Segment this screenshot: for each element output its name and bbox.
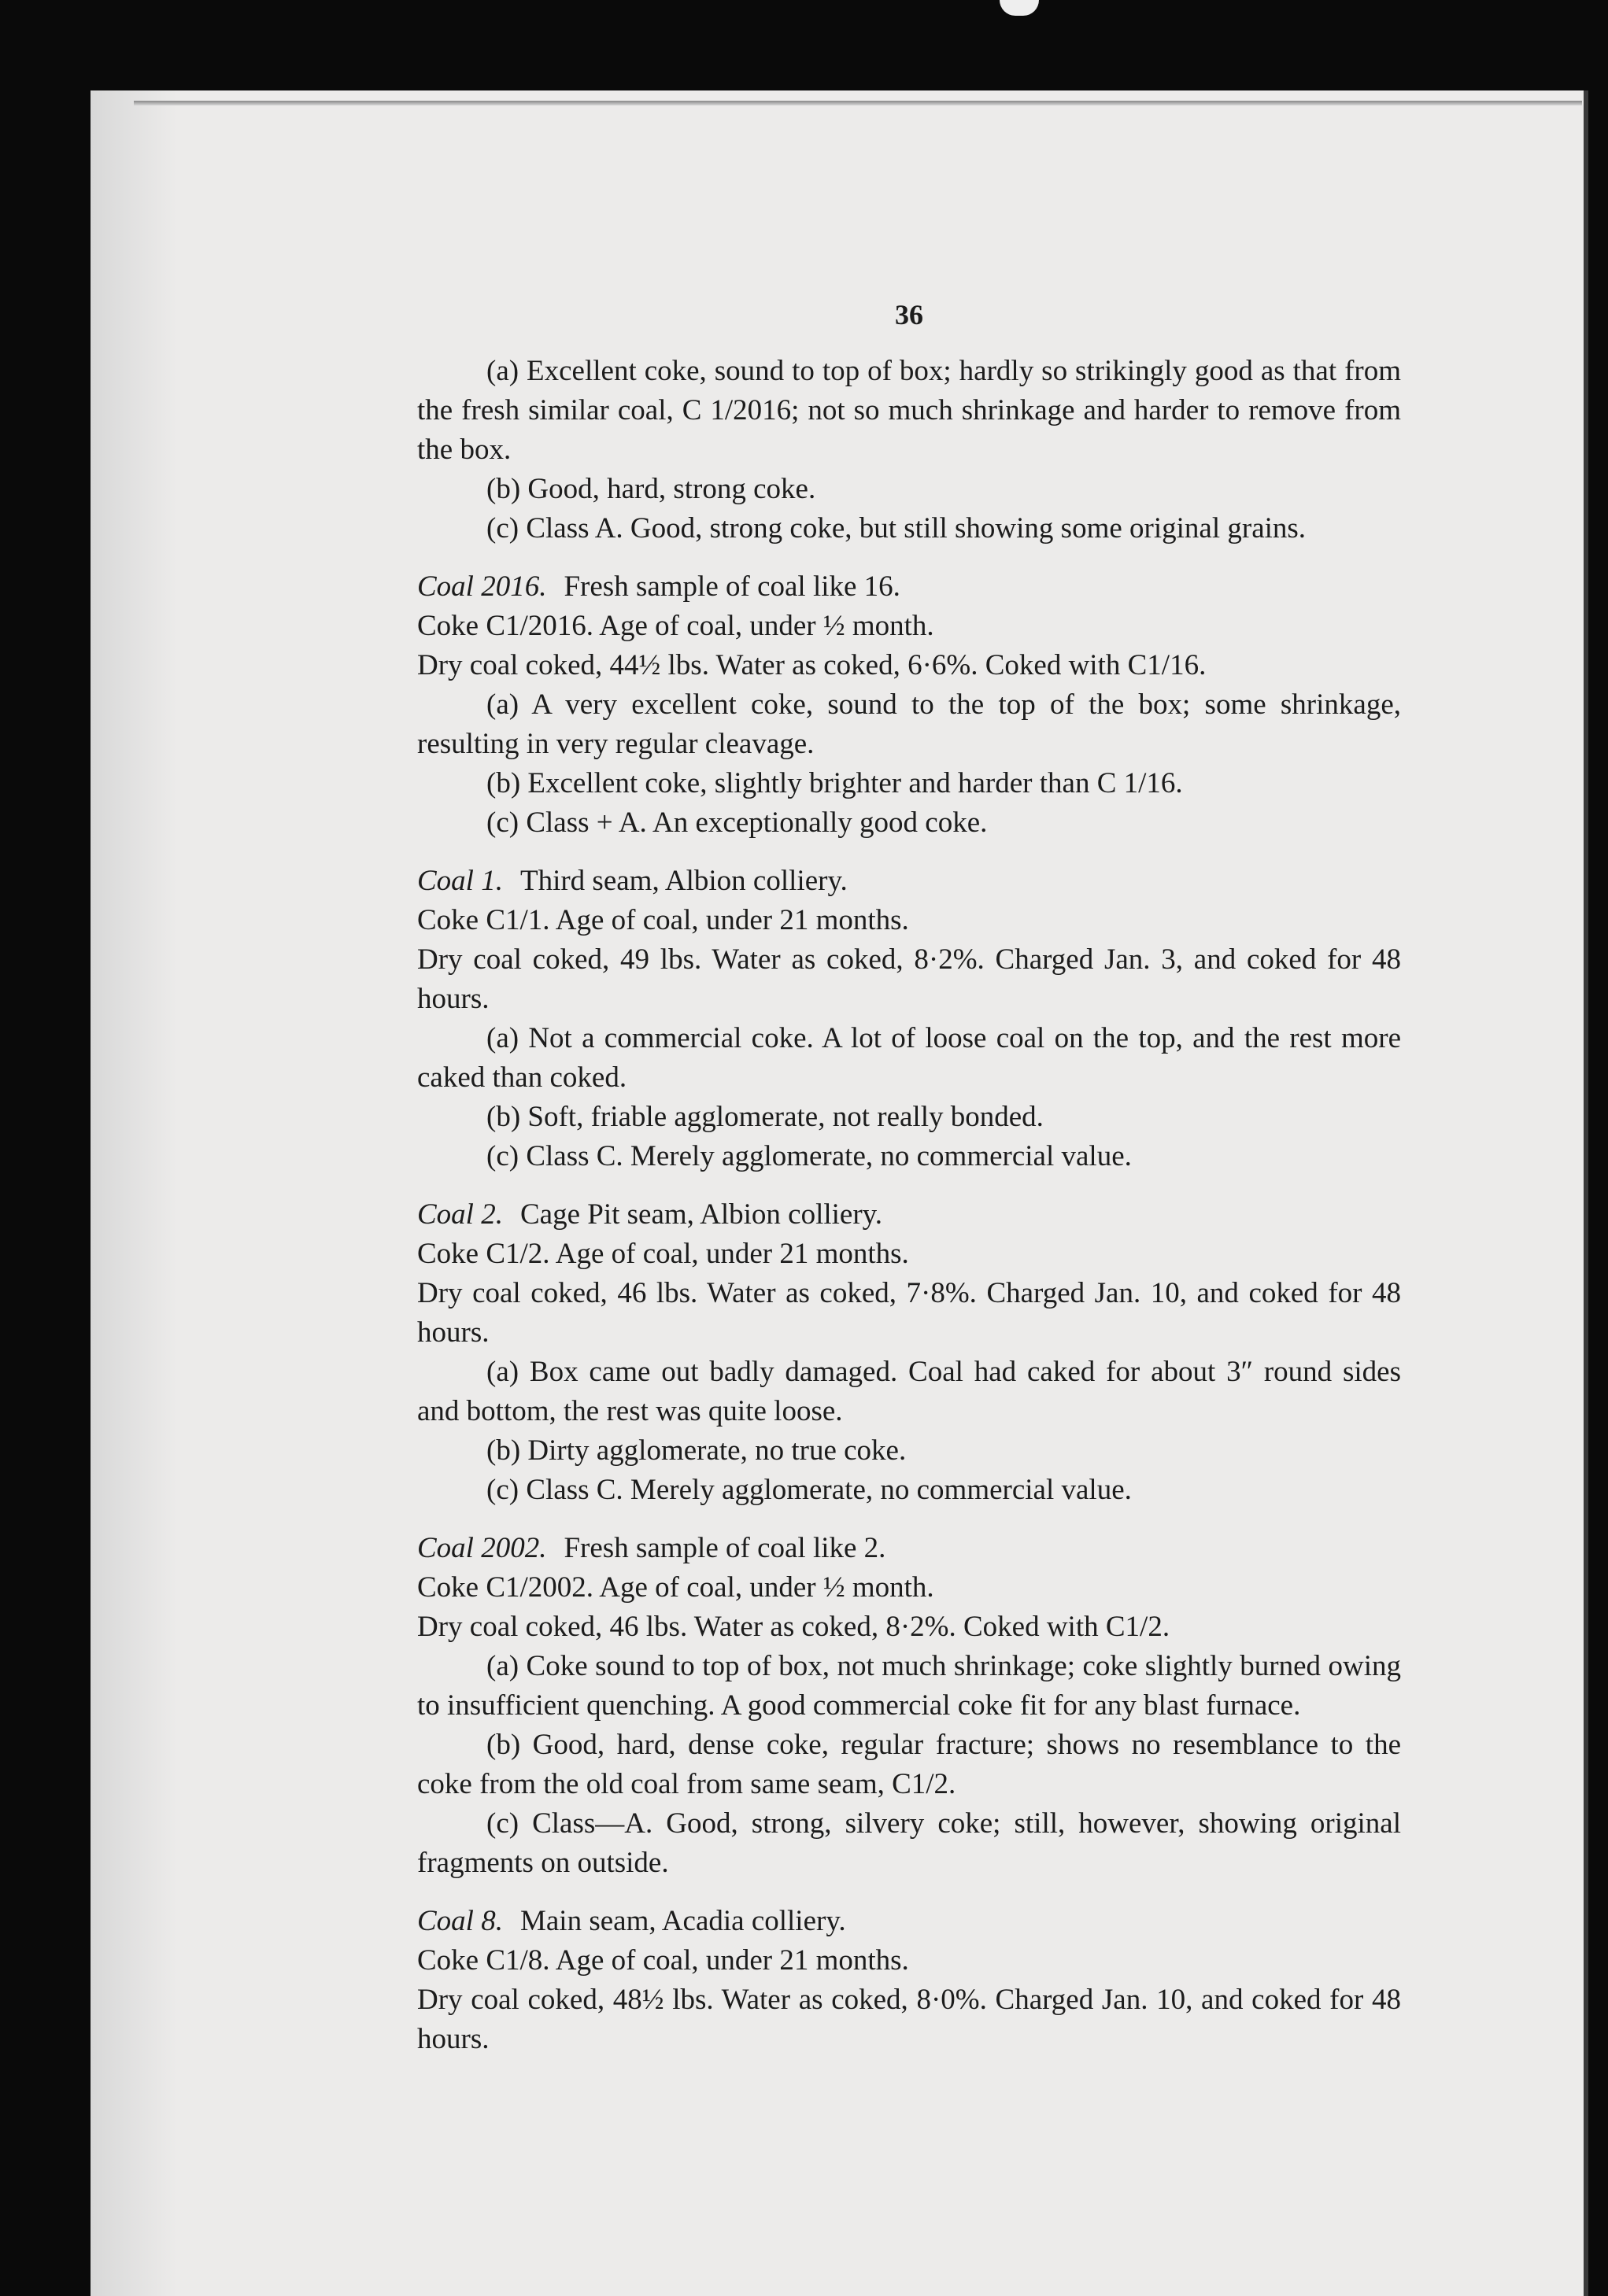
page-right-edge [1584, 90, 1588, 2296]
coal-label: Coal 2. [417, 1198, 503, 1231]
paragraph: (c) Class + A. An exceptionally good coke. [486, 807, 988, 839]
paragraph: Dry coal coked, 48½ lbs. Water as coked, 8·0%. Charged Jan. 10, and coked for 48 hours. [417, 1984, 1401, 2055]
paragraph: (b) Good, hard, dense coke, regular fracture; shows no resemblance to the coke from the old coal from same seam, C1/2. [417, 1729, 1401, 1800]
paragraph: Dry coal coked, 46 lbs. Water as coked, 7·8%. Charged Jan. 10, and coked for 48 hours. [417, 1277, 1401, 1349]
paragraph: Coke C1/1. Age of coal, under 21 months. [417, 904, 909, 936]
page-number: 36 [895, 299, 923, 330]
paragraph: (a) Not a commercial coke. A lot of loose coal on the top, and the rest more caked than coked. [417, 1022, 1401, 1094]
page-gutter-shadow [91, 90, 177, 2296]
coal-label: Coal 2016. [417, 570, 547, 603]
paragraph: (b) Soft, friable agglomerate, not really bonded. [486, 1101, 1044, 1133]
coal-description: Fresh sample of coal like 16. [564, 570, 900, 603]
paragraph: (a) Coke sound to top of box, not much shrinkage; coke slightly burned owing to insufficient quenching. A good commercial coke fit for any blast furnace. [417, 1650, 1401, 1722]
coal-description: Third seam, Albion colliery. [519, 865, 848, 897]
text-blocks [417, 352, 1401, 2059]
coal-label: Coal 8. [417, 1905, 503, 1937]
paragraph: Dry coal coked, 46 lbs. Water as coked, 8·2%. Coked with C1/2. [417, 1611, 1170, 1643]
coal-heading [417, 1195, 1401, 1235]
paragraph: Coke C1/8. Age of coal, under 21 months. [417, 1944, 909, 1977]
paragraph: Coke C1/2016. Age of coal, under ½ month. [417, 610, 934, 642]
paragraph: (c) Class C. Merely agglomerate, no commercial value. [486, 1140, 1132, 1172]
coal-heading [417, 567, 1401, 607]
paragraph: Coke C1/2002. Age of coal, under ½ month. [417, 1571, 934, 1604]
coal-description: Fresh sample of coal like 2. [564, 1532, 886, 1564]
coal-label: Coal 1. [417, 865, 503, 897]
page-top-edge [134, 101, 1582, 105]
paragraph: (c) Class A. Good, strong coke, but still showing some original grains. [486, 512, 1307, 544]
paragraph: (a) Box came out badly damaged. Coal had caked for about 3″ round sides and bottom, the rest was quite loose. [417, 1356, 1401, 1427]
coal-heading [417, 862, 1401, 901]
coal-description: Cage Pit seam, Albion colliery. [519, 1198, 882, 1231]
paragraph: (b) Good, hard, strong coke. [486, 473, 816, 505]
paragraph: Dry coal coked, 44½ lbs. Water as coked, 6·6%. Coked with C1/16. [417, 649, 1207, 681]
page-text [417, 295, 1401, 2059]
paragraph: Dry coal coked, 49 lbs. Water as coked, 8·2%. Charged Jan. 3, and coked for 48 hours. [417, 943, 1401, 1015]
paragraph: (a) A very excellent coke, sound to the top of the box; some shrinkage, resulting in very regular cleavage. [417, 688, 1401, 760]
scan-artifact [1000, 0, 1039, 16]
paragraph: (a) Excellent coke, sound to top of box; hardly so strikingly good as that from the fresh similar coal, C 1/2016; not so much shrinkage and harder to remove from the box. [417, 355, 1401, 466]
coal-label: Coal 2002. [417, 1532, 547, 1564]
paragraph: (b) Excellent coke, slightly brighter and harder than C 1/16. [486, 767, 1183, 799]
coal-heading [417, 1529, 1401, 1568]
coal-description: Main seam, Acadia colliery. [519, 1905, 846, 1937]
paragraph: Coke C1/2. Age of coal, under 21 months. [417, 1238, 909, 1270]
paragraph: (c) Class C. Merely agglomerate, no commercial value. [486, 1474, 1132, 1506]
paragraph: (b) Dirty agglomerate, no true coke. [486, 1434, 907, 1467]
coal-heading [417, 1902, 1401, 1941]
paragraph: (c) Class—A. Good, strong, silvery coke; still, however, showing original fragments on outside. [417, 1807, 1401, 1879]
